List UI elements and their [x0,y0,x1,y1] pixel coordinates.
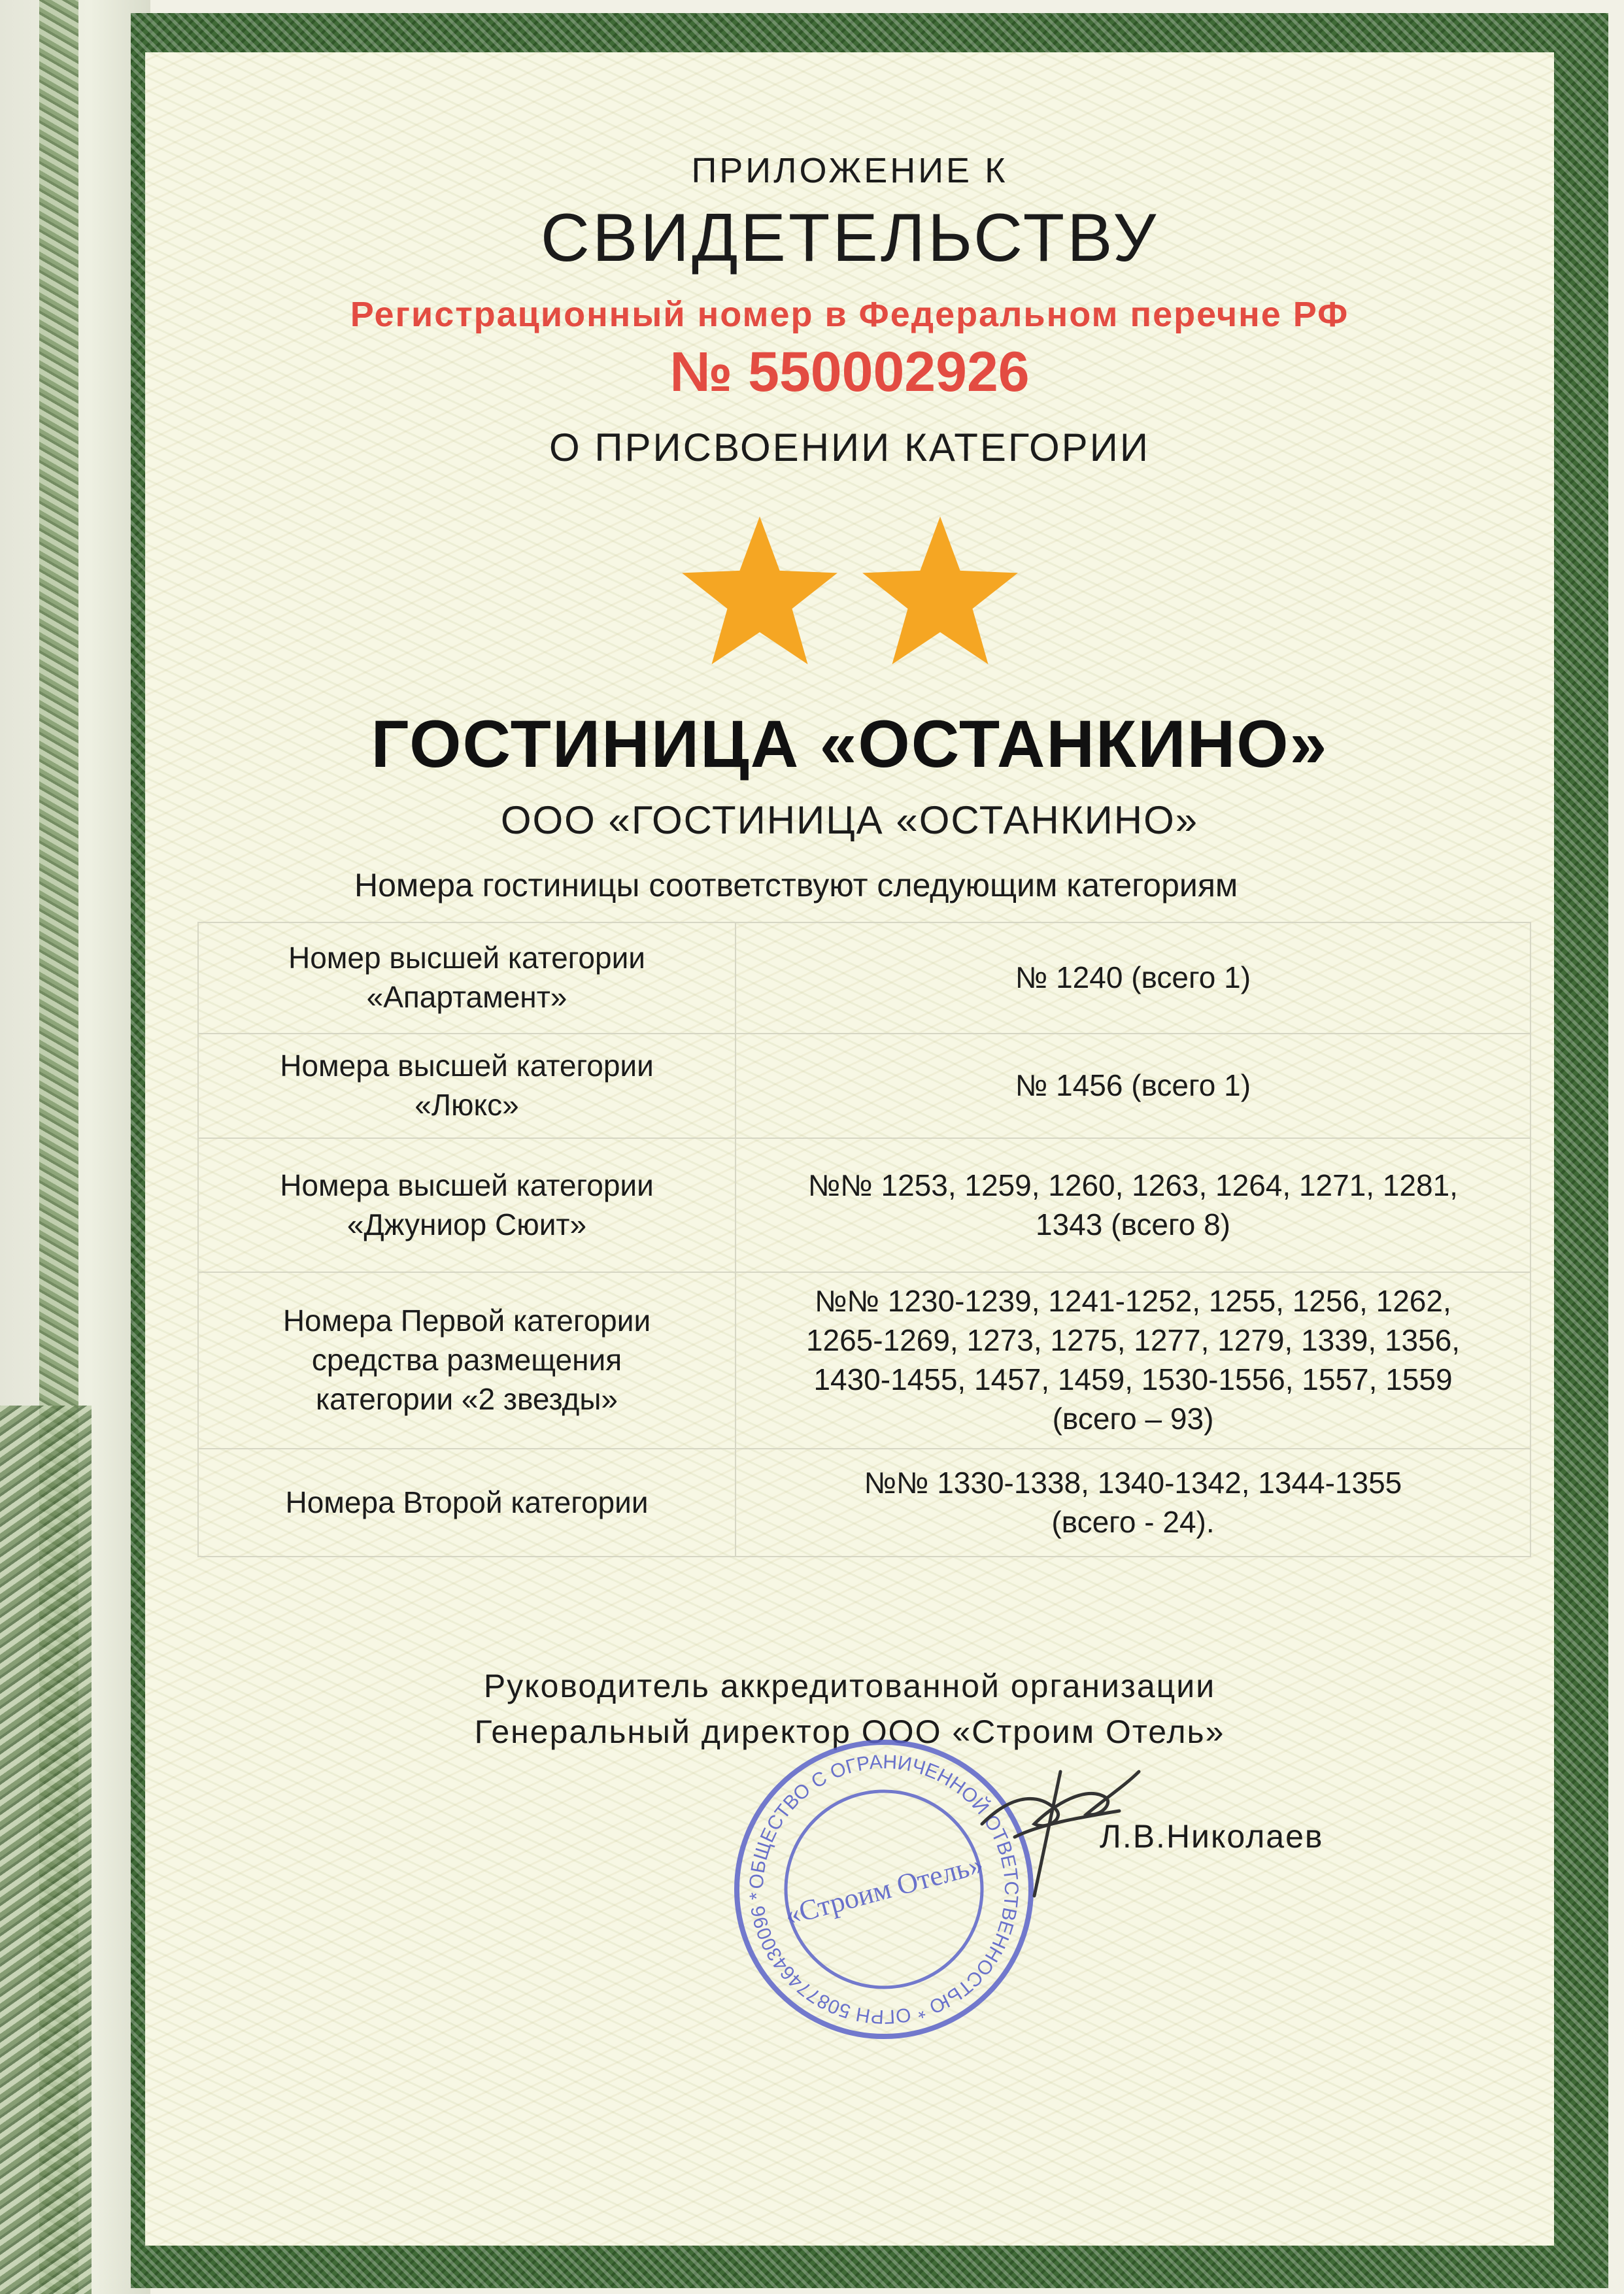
category-line: Номер высшей категории [288,941,645,975]
registration-caption: Регистрационный номер в Федеральном перечне РФ [350,295,1349,334]
rooms-cell [736,1449,1531,1557]
table-row [198,1138,1531,1272]
category-cell [198,922,736,1034]
rooms-cell [736,922,1531,1034]
company-name: ООО «ГОСТИНИЦА «ОСТАНКИНО» [500,798,1199,842]
star-icon [855,510,1025,680]
signatory-title: Руководитель аккредитованной организации [483,1668,1216,1704]
rooms-line: 1265-1269, 1273, 1275, 1277, 1279, 1339, 1356, [805,1323,1461,1358]
assignment-title: О ПРИСВОЕНИИ КАТЕГОРИИ [549,426,1150,469]
rooms-line: №№ 1330-1338, 1340-1342, 1344-1355 [864,1465,1402,1500]
category-line: Номера Второй категории [285,1485,649,1519]
rooms-line: (всего - 24). [1051,1504,1215,1539]
rooms-line: № 1240 (всего 1) [1015,960,1251,995]
signatory-position: Генеральный директор ООО «Строим Отель» [474,1713,1225,1750]
category-line: «Люкс» [414,1088,519,1122]
category-line: Номера Первой категории [282,1304,651,1338]
rooms-line: 1343 (всего 8) [1036,1207,1230,1241]
rooms-cell [736,1034,1531,1138]
category-cell [198,1449,736,1557]
table-row [198,1034,1531,1138]
rooms-cell [736,1138,1531,1272]
star-rating [145,510,1554,683]
category-cell [198,1272,736,1449]
hotel-name: ГОСТИНИЦА «ОСТАНКИНО» [371,707,1328,781]
category-line: Номера высшей категории [280,1168,654,1202]
registration-number: № 550002926 [669,341,1030,403]
appendix-label: ПРИЛОЖЕНИЕ К [691,151,1008,190]
rooms-cell [736,1272,1531,1449]
rooms-line: №№ 1253, 1259, 1260, 1263, 1264, 1271, 1281, [808,1168,1458,1202]
certificate-frame [131,13,1608,2288]
rooms-line: №№ 1230-1239, 1241-1252, 1255, 1256, 1262, [815,1284,1451,1319]
left-page-binding-pattern-bottom [0,1406,92,2294]
star-icon [675,510,845,680]
category-cell [198,1138,736,1272]
table-intro: Номера гостиницы соответствуют следующим категориям [354,867,1238,903]
room-category-table [197,922,1531,1557]
document-title: СВИДЕТЕЛЬСТВУ [540,200,1159,276]
category-line: Номера высшей категории [280,1049,654,1083]
certificate-page [145,52,1554,2246]
rooms-line: (всего – 93) [1052,1401,1214,1436]
table-row [198,1449,1531,1557]
category-cell [198,1034,736,1138]
category-line: «Апартамент» [366,980,567,1014]
svg-text:ОБЩЕСТВО С ОГРАНИЧЕННОЙ ОТВЕТС: ОБЩЕСТВО С ОГРАНИЧЕННОЙ ОТВЕТСТВЕННОСТЬЮ * ОГРН 5087746430096 * [745,1751,1023,2028]
category-line: категории «2 звезды» [315,1381,618,1416]
rooms-line: № 1456 (всего 1) [1015,1068,1251,1103]
category-line: средства размещения [311,1343,622,1377]
table-row [198,1272,1531,1449]
rooms-line: 1430-1455, 1457, 1459, 1530-1556, 1557, 1559 [813,1362,1453,1396]
svg-text:«Строим Отель»: «Строим Отель» [781,1847,987,1932]
category-line: «Джуниор Сюит» [347,1207,587,1241]
signer-name: Л.В.Николаев [1100,1818,1324,1855]
table-row [198,922,1531,1034]
